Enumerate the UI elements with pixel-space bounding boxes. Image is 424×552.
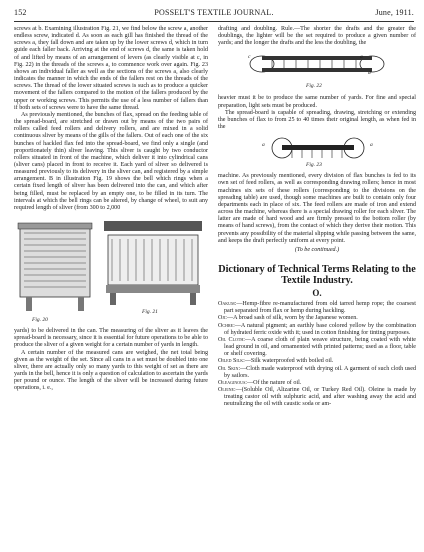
figures-20-21: [14, 215, 208, 325]
figure-23: [218, 134, 416, 170]
entry-definition: :—A coarse cloth of plain weave structure, being coated with white lead ground in oil, and ornamented with printed patterns; used as a floor, table or shelf covering.: [224, 336, 416, 358]
entry-definition: :—A broad sash of silk, worn by the Japanese women.: [225, 315, 358, 322]
dictionary-entry: [218, 358, 416, 365]
entry-term: Ochre: [218, 322, 234, 329]
paragraph: The spread-board is capable of spreading, drawing, stretching or extending the bunches of flax to from 25 to 40 times their original length, as when fed in the: [218, 109, 416, 131]
fig22-label-c: c: [248, 54, 251, 61]
figure-22: [218, 50, 416, 92]
entry-term: Oji: [218, 315, 226, 322]
paragraph: yards) to be delivered in the can. The measuring of the sliver as it leaves the spread-board is necessary, since it is essential for future operations to be able to produce the sliver of a given weight for a certain number of yards in length.: [14, 328, 208, 349]
entry-definition: :—(Soluble Oil, Alizarine Oil, or Turkey Red Oil). Oleine is made by treating castor oil with sulphuric acid, and after washing away the acid and neutralizing the oil with caustic soda or am-: [224, 387, 416, 408]
fig20-illustration: [16, 217, 94, 317]
paragraph: heavier must it be to produce the same number of yards. For fine and special preparation, light sets must be produced.: [218, 95, 416, 109]
entry-definition: :—Cloth made waterproof with drying oil. A garment of such cloth used by sailors.: [224, 365, 417, 379]
entry-definition: :—Silk waterproofed with boiled oil.: [243, 358, 334, 365]
dictionary-entry: [218, 366, 416, 380]
dictionary-entry: [218, 301, 416, 315]
header-rule: [14, 21, 414, 22]
fig23-label-left: a: [262, 142, 265, 149]
entry-term: Oil Cloth: [218, 336, 244, 343]
dictionary-entry: [218, 323, 416, 337]
entry-definition: :—Of the nature of oil.: [245, 379, 302, 386]
fig20-caption: Fig. 20: [32, 317, 48, 324]
journal-title: POSSELT'S TEXTILE JOURNAL.: [154, 8, 274, 17]
left-column: [14, 26, 208, 392]
dictionary-entry: [218, 337, 416, 358]
fig23-caption: Fig. 23: [306, 162, 322, 169]
fig22-caption: Fig. 22: [306, 83, 322, 90]
fig21-caption: Fig. 21: [142, 309, 158, 316]
fig22-label-d: d: [368, 70, 371, 77]
issue-date: June, 1911.: [375, 8, 414, 17]
paragraph: As previously mentioned, the bunches of flax, spread on the feeding table of the spread-board, are stretched or drawn out by means of the two pairs of rollers called feed rollers and delivery rollers, and are mixed in a solid continuous sliver by means of the gills of the fallers. Out of each one of the six bunches of hackled flax fed into the spread-board, we find only a single (and proportionately thin) sliver leaving. This sliver is caught by two conductor rollers situated in front of the machine, which deliver it into cylindrical cans (sliver cans) placed in front to receive it. Each yard of sliver so delivered is measured previously to its delivery in the sliver can, and registered by a simple arrangement. B in illustration Fig. 19 shows the bell which rings when a certain fixed length of sliver has been delivered into the can, and which after being filled, must be replaced by an empty one, to be filled in its turn. The intervals at which the bell rings can be altered, by change of wheel, to suit any required length of sliver (from 300 to 2,000: [14, 111, 208, 211]
right-column: [218, 26, 416, 408]
entry-term: Oakum: [218, 301, 235, 308]
entry-term: Oil Skin: [218, 365, 239, 372]
page-number: 152: [14, 8, 27, 17]
fig23-label-right: a: [370, 142, 373, 149]
fig22-label-a: a: [360, 54, 363, 61]
paragraph: drafting and doubling. Rule.—The shorter the drafts and the greater the doublings, the lighter will be the set required to produce a given number of yards; and the longer the drafts and the less the doubling, the: [218, 26, 416, 47]
entry-term: Oleaginous: [218, 379, 246, 386]
entry-term: Oiled Silk: [218, 358, 244, 365]
dictionary-entry: [218, 380, 416, 387]
fig22-illustration: [242, 50, 392, 84]
entry-definition: :—Hemp-fibre re-manufactured from old tarred hemp rope; the coarsest part separated from flax or hemp during hackling.: [224, 301, 416, 315]
paragraph: screws at b. Examining illustration Fig. 21, we find below the screw a, another endless screw, indicated d. As soon as each gill has finished the thread of the screws a, they fall down and are taken up by the lower screws d, which in turn guide each faller back. Arriving at the end of screws d, the same is taken hold of and lifted by means of an arrangement of levers (as clearly visible at c, in Fig. 22) in the threads of the screws a, to commence work over again. Fig. 23 shows an individual faller as well as the sections of the screws a, also clearly indicates the manner in which the ends of the fallers rest on the threads of the screws. The thread of the lower situated screws is such as to produce a quicker movement of the fallers compared to the motion of the fallers produced by the upper or working screws. This permits the use of a less number of fallers than if both sets of screws were to have the same thread.: [14, 26, 208, 111]
dictionary-entry: [218, 315, 416, 322]
fig21-illustration: [98, 217, 208, 309]
fig23-illustration: [268, 134, 368, 162]
to-be-continued: (To be continued.): [294, 246, 340, 253]
paragraph: A certain number of the measured cans are weighed, the net total being given as the weight of the set. Since all cans in a set must be doubled into one sliver, there are actually only so many yards to this weight of set as there are yards in the bell, hence it is only a question of calculation to ascertain the yards per pound or ounce. The length of the sliver will be increased during future operations, i. e.,: [14, 349, 208, 392]
paragraph: machine. As previously mentioned, every division of flax bunches is fed to its own set of feed rollers, as well as corresponding drawing rollers; hence in most machines six sets of these rollers (corresponding to the divisions on the spreading table) are used, though some machines are built to contain only four departments each in place of six. The feed rollers are made of iron and extend across the machine, whereas there is a special drawing roller for each sliver. The latter are made of hard wood and are firmly pressed to the bottom roller (by means of hand screws), from the contact of which they derive their motion. This prevents any possibility of the material slipping while passing between the same, and keeps the draft perfectly uniform at every point.: [218, 173, 416, 244]
dictionary-section-letter: O.: [312, 287, 322, 298]
entry-definition: :—A natural pigment; an earthly base colored yellow by the combination of hydrated ferric oxide with it; used in cotton finishing for tinting purposes.: [224, 322, 416, 336]
page-header: [14, 8, 414, 22]
dictionary-entries: [218, 301, 416, 408]
dictionary-title: Dictionary of Technical Terms Relating to the Textile Industry.: [218, 263, 416, 287]
entry-term: Oleine: [218, 387, 234, 393]
dictionary-entry: [218, 387, 416, 408]
